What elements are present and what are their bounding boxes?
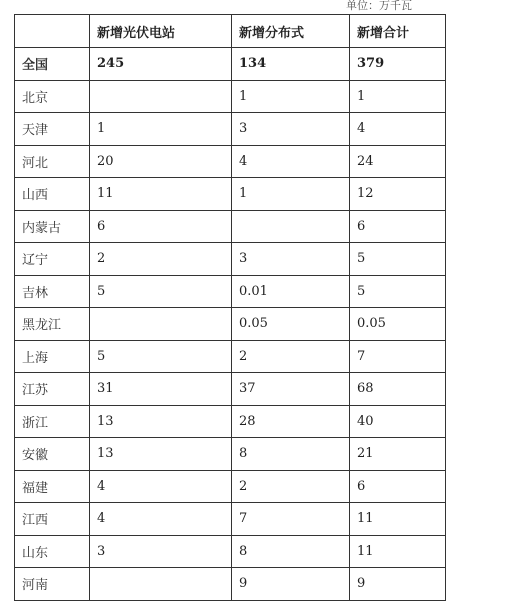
table-row (15, 373, 446, 406)
table-row (15, 405, 446, 438)
value-cell: 12 (350, 178, 446, 211)
value-cell: 2 (232, 470, 350, 503)
capacity-table (14, 14, 446, 601)
value-cell: 2 (232, 340, 350, 373)
column-header: 新增合计 (350, 15, 446, 48)
value-cell: 9 (350, 568, 446, 601)
region-cell: 上海 (15, 340, 90, 373)
value-cell: 11 (350, 503, 446, 536)
column-header: 新增分布式 (232, 15, 350, 48)
value-cell: 0.05 (350, 308, 446, 341)
value-cell: 1 (232, 80, 350, 113)
value-cell: 8 (232, 535, 350, 568)
value-cell: 7 (232, 503, 350, 536)
value-cell: 40 (350, 405, 446, 438)
value-cell: 21 (350, 438, 446, 471)
region-cell: 山东 (15, 535, 90, 568)
column-header: 新增光伏电站 (90, 15, 232, 48)
value-cell: 20 (90, 145, 232, 178)
table-row (15, 340, 446, 373)
table-row (15, 210, 446, 243)
table-header-row (15, 15, 446, 48)
region-cell: 河南 (15, 568, 90, 601)
value-cell: 1 (232, 178, 350, 211)
value-cell: 5 (90, 340, 232, 373)
unit-label: 单位：万千瓦 (346, 0, 412, 12)
table-row (15, 145, 446, 178)
value-cell: 5 (350, 275, 446, 308)
region-cell: 黑龙江 (15, 308, 90, 341)
region-cell: 内蒙古 (15, 210, 90, 243)
table-row (15, 503, 446, 536)
value-cell: 13 (90, 438, 232, 471)
value-cell: 134 (232, 48, 350, 81)
value-cell: 4 (232, 145, 350, 178)
table-row (15, 113, 446, 146)
value-cell: 11 (90, 178, 232, 211)
table-row (15, 438, 446, 471)
table-row (15, 243, 446, 276)
value-cell: 6 (90, 210, 232, 243)
region-cell: 山西 (15, 178, 90, 211)
value-cell: 4 (90, 470, 232, 503)
value-cell: 5 (90, 275, 232, 308)
region-cell: 辽宁 (15, 243, 90, 276)
value-cell: 3 (90, 535, 232, 568)
region-cell: 江西 (15, 503, 90, 536)
region-cell: 北京 (15, 80, 90, 113)
region-cell: 天津 (15, 113, 90, 146)
table-row (15, 308, 446, 341)
value-cell: 3 (232, 243, 350, 276)
value-cell: 13 (90, 405, 232, 438)
table-row (15, 80, 446, 113)
column-header (15, 15, 90, 48)
value-cell: 4 (350, 113, 446, 146)
value-cell: 6 (350, 210, 446, 243)
region-cell: 全国 (15, 48, 90, 81)
value-cell: 1 (350, 80, 446, 113)
value-cell: 37 (232, 373, 350, 406)
value-cell: 24 (350, 145, 446, 178)
value-cell: 5 (350, 243, 446, 276)
value-cell: 31 (90, 373, 232, 406)
value-cell: 1 (90, 113, 232, 146)
value-cell: 11 (350, 535, 446, 568)
table-row (15, 470, 446, 503)
value-cell: 0.05 (232, 308, 350, 341)
value-cell: 245 (90, 48, 232, 81)
value-cell: 6 (350, 470, 446, 503)
region-cell: 浙江 (15, 405, 90, 438)
value-cell: 8 (232, 438, 350, 471)
region-cell: 江苏 (15, 373, 90, 406)
value-cell (232, 210, 350, 243)
region-cell: 安徽 (15, 438, 90, 471)
value-cell (90, 308, 232, 341)
value-cell: 68 (350, 373, 446, 406)
table-row (15, 48, 446, 81)
value-cell: 379 (350, 48, 446, 81)
region-cell: 河北 (15, 145, 90, 178)
table-row (15, 535, 446, 568)
value-cell: 9 (232, 568, 350, 601)
table-row (15, 178, 446, 211)
value-cell (90, 80, 232, 113)
value-cell: 3 (232, 113, 350, 146)
table-row (15, 275, 446, 308)
value-cell: 0.01 (232, 275, 350, 308)
value-cell: 28 (232, 405, 350, 438)
value-cell: 4 (90, 503, 232, 536)
value-cell: 2 (90, 243, 232, 276)
value-cell: 7 (350, 340, 446, 373)
region-cell: 吉林 (15, 275, 90, 308)
region-cell: 福建 (15, 470, 90, 503)
